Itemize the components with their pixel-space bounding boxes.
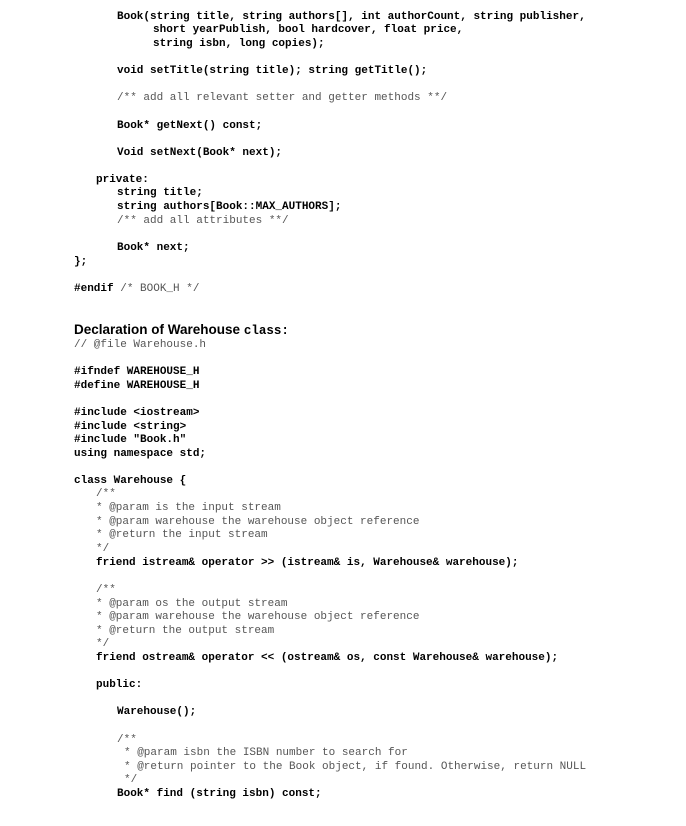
ostream-doc-close: */ [96,638,110,650]
warehouse-constructor: Warehouse(); [117,706,197,718]
class-declaration: class Warehouse { [74,475,187,487]
file-comment: // @file Warehouse.h [74,339,207,351]
istream-doc-param-warehouse: * @param warehouse the warehouse object reference [96,516,420,528]
field-next: Book* next; [117,242,190,254]
book-constructor-line-1: Book(string title, string authors[], int authorCount, string publisher, [117,11,586,23]
class-end: }; [74,256,88,268]
using-namespace: using namespace std; [74,448,207,460]
include-iostream: #include <iostream> [74,407,200,419]
setter-getter-comment: /** add all relevant setter and getter methods **/ [117,92,448,104]
find-doc-close: */ [124,774,138,786]
field-authors: string authors[Book::MAX_AUTHORS]; [117,201,342,213]
field-title: string title; [117,187,203,199]
public-label: public: [96,679,143,691]
find-declaration: Book* find (string isbn) const; [117,788,322,800]
ostream-doc-param-warehouse: * @param warehouse the warehouse object reference [96,611,420,623]
endif-directive [74,283,199,296]
istream-doc-close: */ [96,543,110,555]
find-doc-return: * @return pointer to the Book object, if found. Otherwise, return NULL [124,761,587,773]
find-doc-open: /** [117,734,137,746]
heading-code: class: [243,324,289,338]
attributes-comment: /** add all attributes **/ [117,215,289,227]
book-constructor-line-2: short yearPublish, bool hardcover, float price, [153,24,464,36]
include-string: #include <string> [74,421,187,433]
set-next-declaration: Void setNext(Book* next); [117,147,283,159]
warehouse-section-heading [74,322,289,339]
ostream-doc-param-os: * @param os the output stream [96,598,288,610]
ostream-doc-open: /** [96,584,116,596]
private-label: private: [96,174,149,186]
friend-istream-operator: friend istream& operator >> (istream& is, Warehouse& warehouse); [96,557,519,569]
ostream-doc-return: * @return the output stream [96,625,275,637]
istream-doc-param-is: * @param is the input stream [96,502,281,514]
istream-doc-open: /** [96,488,116,500]
set-title-declaration: void setTitle(string title); string getTitle(); [117,65,428,77]
book-constructor-line-3: string isbn, long copies); [153,38,325,50]
ifndef-directive: #ifndef WAREHOUSE_H [74,366,200,378]
endif-comment: /* BOOK_H */ [120,283,200,295]
friend-ostream-operator: friend ostream& operator << (ostream& os, const Warehouse& warehouse); [96,652,559,664]
include-book: #include "Book.h" [74,434,187,446]
define-directive: #define WAREHOUSE_H [74,380,200,392]
get-next-declaration: Book* getNext() const; [117,120,263,132]
endif-keyword: #endif [74,283,114,295]
find-doc-param-isbn: * @param isbn the ISBN number to search for [124,747,408,759]
heading-text: Declaration of Warehouse [74,322,241,337]
istream-doc-return: * @return the input stream [96,529,268,541]
